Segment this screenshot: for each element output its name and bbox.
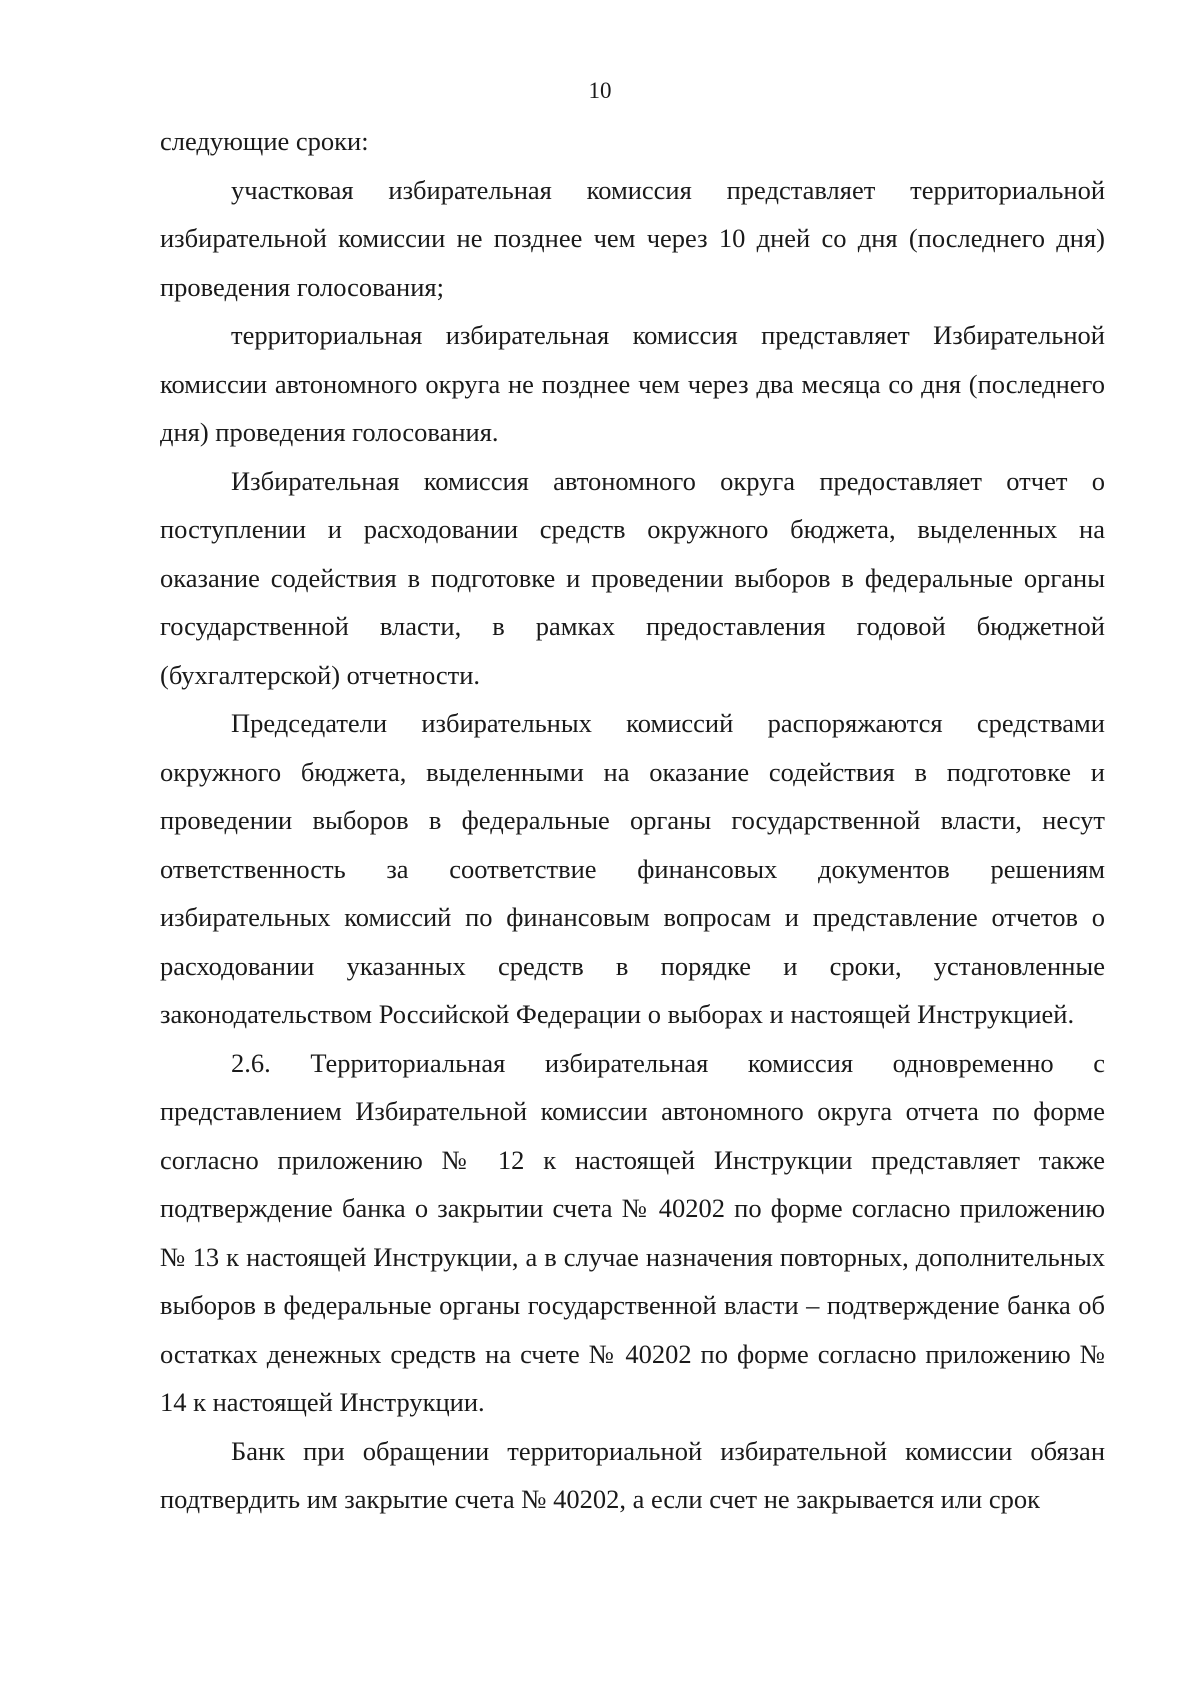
paragraph-bank-obligation: Банк при обращении территориальной избирательной комиссии обязан подтвердить им закрытие счета № 40202, а если счет не закрывается или срок xyxy=(160,1435,1105,1514)
paragraph-precinct-commission: участковая избирательная комиссия представляет территориальной избирательной комиссии не позднее чем через 10 дней со дня (последнего дня) проведения голосования; xyxy=(160,174,1105,302)
paragraph-okrug-commission-report: Избирательная комиссия автономного округа предоставляет отчет о поступлении и расходовании средств окружного бюджета, выделенных на оказание содействия в подготовке и проведении выборов в федеральные органы государственной власти, в рамках предоставления годовой бюджетной (бухгалтерской) отчетности. xyxy=(160,465,1105,690)
paragraph-chairmen-responsibility: Председатели избирательных комиссий распоряжаются средствами окружного бюджета, выделенными на оказание содействия в подготовке и проведении выборов в федеральные органы государственной власти, несут ответственность за соответствие финансовых документов решениям избирательных комиссий по финансовым вопросам и представление отчетов о расходовании указанных средств в порядке и сроки, установленные законодательством Российской Федерации о выборах и настоящей Инструкцией. xyxy=(160,708,1105,1029)
paragraph-section-2-6: 2.6. Территориальная избирательная комиссия одновременно с представлением Избирательной комиссии автономного округа отчета по форме согласно приложению № 12 к настоящей Инструкции представляет также подтверждение банка о закрытии счета № 40202 по форме согласно приложению № 13 к настоящей Инструкции, а в случае назначения повторных, дополнительных выборов в федеральные органы государственной власти – подтверждение банка об остатках денежных средств на счете № 40202 по форме согласно приложению № 14 к настоящей Инструкции. xyxy=(160,1047,1105,1417)
paragraph-territorial-commission: территориальная избирательная комиссия представляет Избирательной комиссии автономного округа не позднее чем через два месяца со дня (последнего дня) проведения голосования. xyxy=(160,320,1105,447)
paragraph-deadlines-intro: следующие сроки: xyxy=(160,126,369,156)
page-number: 10 xyxy=(588,78,612,103)
document-body xyxy=(160,117,1105,1524)
